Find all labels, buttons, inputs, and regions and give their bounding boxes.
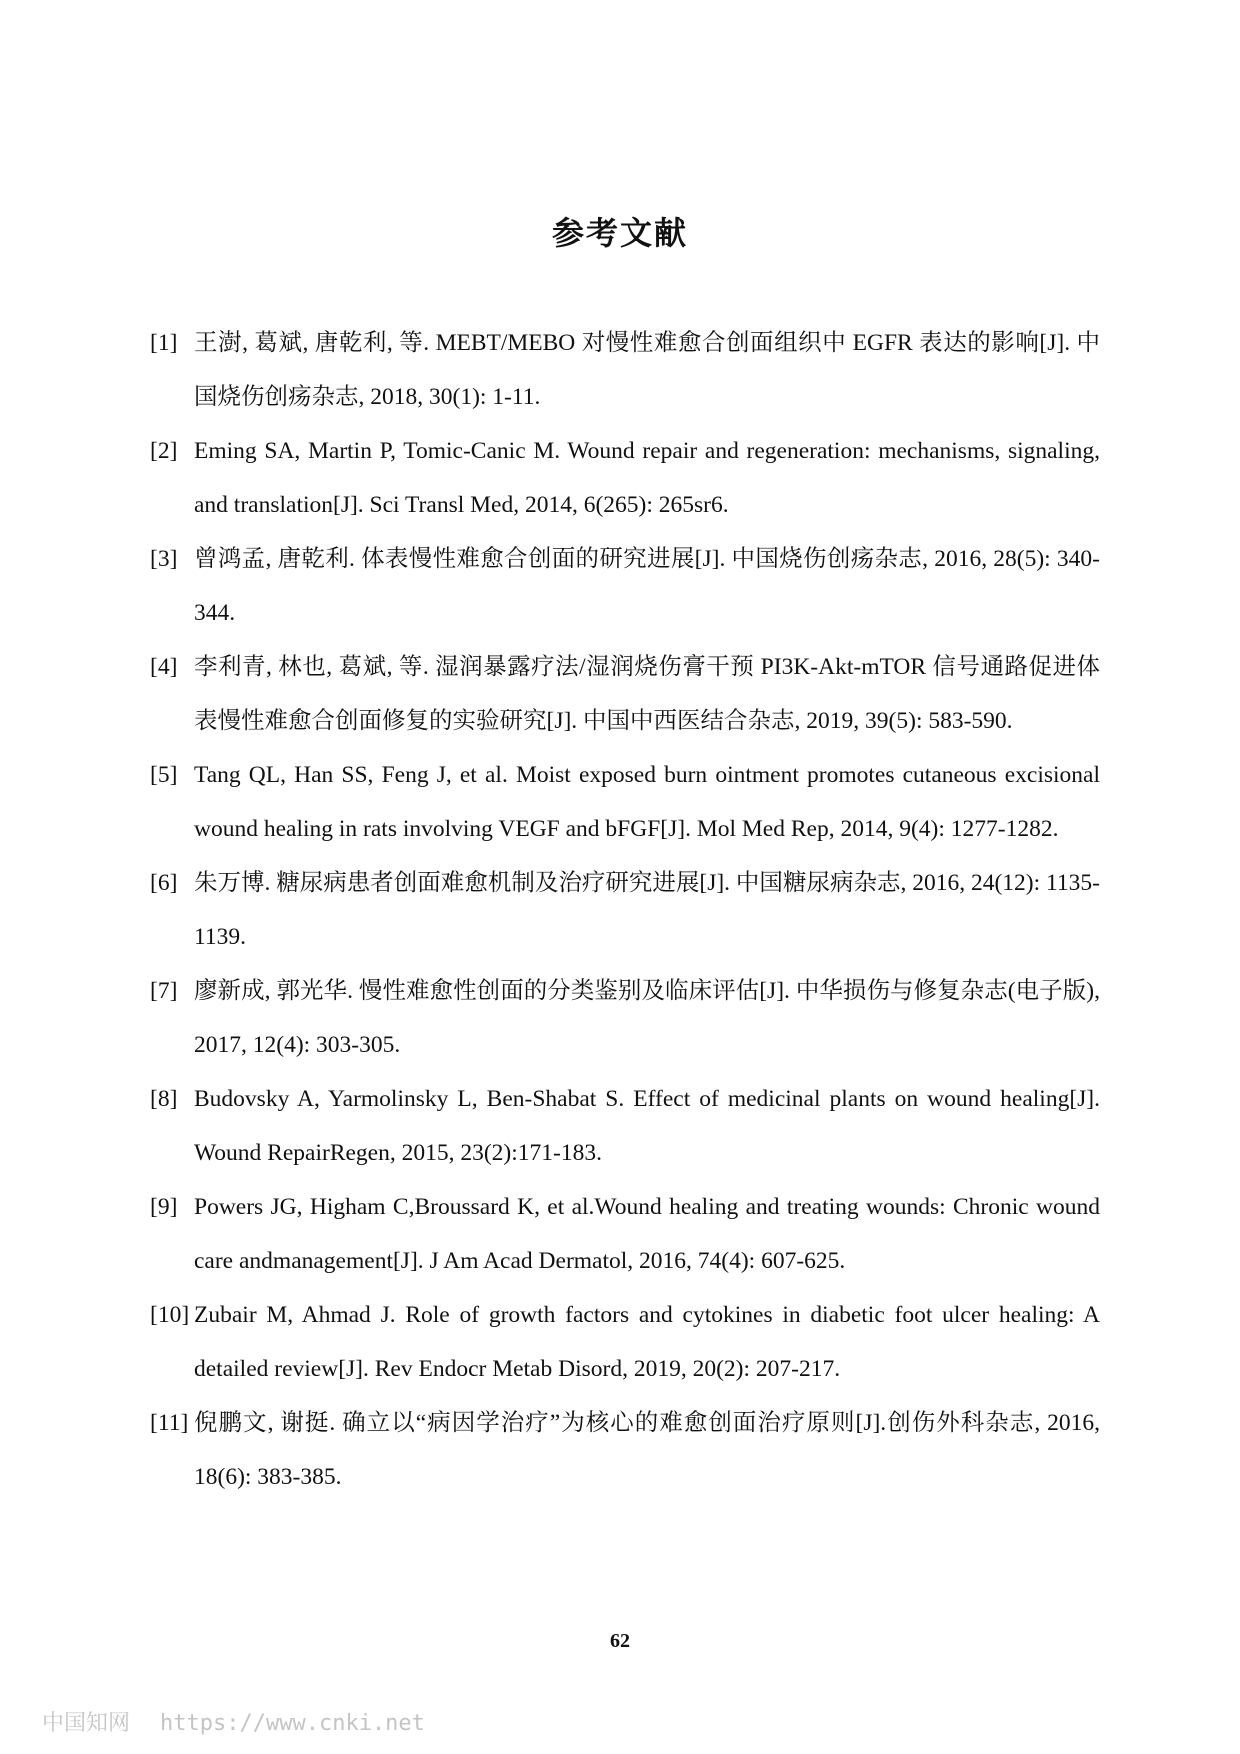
- reference-number: [1]: [150, 330, 178, 356]
- reference-number: [4]: [150, 654, 178, 680]
- reference-text: 廖新成, 郭光华. 慢性难愈性创面的分类鉴别及临床评估[J]. 中华损伤与修复杂志(电子版), 2017, 12(4): 303-305.: [194, 978, 1100, 1058]
- watermark-url: https://www.cnki.net: [160, 1711, 425, 1736]
- reference-text: Eming SA, Martin P, Tomic-Canic M. Wound repair and regeneration: mechanisms, signaling, and translation[J]. Sci Transl Med, 2014, 6(265): 265sr6.: [194, 438, 1100, 518]
- cnki-watermark: [42, 1706, 425, 1737]
- reference-text: 倪鹏文, 谢挺. 确立以“病因学治疗”为核心的难愈创面治疗原则[J].创伤外科杂志, 2016, 18(6): 383-385.: [194, 1410, 1100, 1490]
- reference-item: [150, 748, 1100, 856]
- reference-text: 曾鸿孟, 唐乾利. 体表慢性难愈合创面的研究进展[J]. 中国烧伤创疡杂志, 2016, 28(5): 340-344.: [194, 546, 1100, 626]
- reference-text: Tang QL, Han SS, Feng J, et al. Moist exposed burn ointment promotes cutaneous excisional wound healing in rats involving VEGF and bFGF[J]. Mol Med Rep, 2014, 9(4): 1277-1282.: [194, 762, 1100, 842]
- reference-item: [150, 1180, 1100, 1288]
- reference-number: [10]: [150, 1302, 190, 1328]
- reference-number: [5]: [150, 762, 178, 788]
- reference-item: [150, 1072, 1100, 1180]
- reference-number: [2]: [150, 438, 178, 464]
- reference-item: [150, 1288, 1100, 1396]
- reference-text: Powers JG, Higham C,Broussard K, et al.Wound healing and treating wounds: Chronic wound care andmanagement[J]. J Am Acad Dermatol, 2016, 74(4): 607-625.: [194, 1194, 1100, 1274]
- reference-number: [7]: [150, 978, 178, 1004]
- watermark-site-name: 中国知网: [42, 1711, 131, 1736]
- reference-text: 李利青, 林也, 葛斌, 等. 湿润暴露疗法/湿润烧伤膏干预 PI3K-Akt-mTOR 信号通路促进体表慢性难愈合创面修复的实验研究[J]. 中国中西医结合杂志, 2019, 39(5): 583-590.: [194, 654, 1100, 734]
- page-title: 参考文献: [551, 214, 688, 252]
- reference-item: [150, 532, 1100, 640]
- reference-item: [150, 316, 1100, 424]
- reference-text: Zubair M, Ahmad J. Role of growth factors and cytokines in diabetic foot ulcer healing: A detailed review[J]. Rev Endocr Metab Disord, 2019, 20(2): 207-217.: [194, 1302, 1100, 1382]
- reference-number: [9]: [150, 1194, 178, 1220]
- reference-number: [6]: [150, 870, 178, 896]
- reference-number: [3]: [150, 546, 178, 572]
- reference-list: [150, 316, 1100, 1504]
- reference-item: [150, 964, 1100, 1072]
- page-number: 62: [610, 1630, 630, 1652]
- reference-item: [150, 1396, 1100, 1504]
- reference-text: Budovsky A, Yarmolinsky L, Ben-Shabat S. Effect of medicinal plants on wound healing[J]. Wound RepairRegen, 2015, 23(2):171-183.: [194, 1086, 1100, 1166]
- reference-item: [150, 856, 1100, 964]
- reference-number: [11]: [150, 1410, 189, 1436]
- reference-number: [8]: [150, 1086, 178, 1112]
- reference-text: 王澍, 葛斌, 唐乾利, 等. MEBT/MEBO 对慢性难愈合创面组织中 EGFR 表达的影响[J]. 中国烧伤创疡杂志, 2018, 30(1): 1-11.: [194, 330, 1100, 410]
- reference-text: 朱万博. 糖尿病患者创面难愈机制及治疗研究进展[J]. 中国糖尿病杂志, 2016, 24(12): 1135-1139.: [194, 870, 1100, 950]
- reference-item: [150, 640, 1100, 748]
- reference-item: [150, 424, 1100, 532]
